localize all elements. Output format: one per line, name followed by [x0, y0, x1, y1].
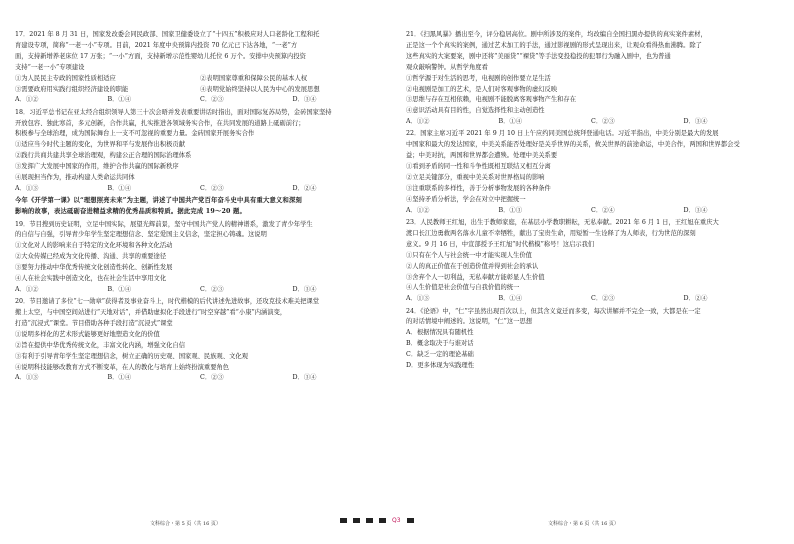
q20-item: ②旨在提供中华优秀传统文化，丰富文化内涵，增强文化自信: [15, 341, 186, 349]
q17-item: ③需要政府用实践行组织经济建设的职能: [15, 85, 129, 93]
question-21: [406, 30, 776, 128]
q23-item: ①只有在个人与社会统一中才能实现人生价值: [406, 251, 532, 259]
q23-item: ④人生价值是社会价值与自我价值的统一: [406, 284, 520, 292]
registration-mark: [379, 518, 386, 523]
question-18: [15, 108, 385, 195]
q23-line: 23．人民教师王红旭，出生于教师家庭，在基层小学教职耕耘，无私奉献。2021 年 6 月 1 日，王红旭在重庆大: [406, 219, 719, 226]
passage-line: 影响的故事，表达砥砺奋进精益求精的优秀品质和特质。据此完成 19～20 题。: [15, 208, 247, 216]
option-a: A．①②: [406, 206, 430, 214]
question-20: [15, 297, 385, 384]
q22-line: 中国家和最大的发达国家，中美关系能否处理好是关乎世界的关系，攸关世界的前途命运，中美合作，两国和世界都会受: [406, 141, 740, 149]
q24-option: B．概念取决于与谁对话: [406, 340, 474, 348]
option-a: A．①②: [406, 118, 430, 126]
option-c: C．②④: [591, 206, 615, 214]
registration-mark: [366, 518, 373, 523]
q21-line: 21．《扫黑风暴》播出至今，评分稳居高位。剧中所涉及的案件，均改编自全国扫黑办提供的真实案件素材，: [406, 31, 707, 38]
option-c: C．②③: [591, 295, 615, 303]
option-d: D．②④: [683, 295, 708, 303]
option-b: B．①④: [498, 118, 523, 126]
question-17: [15, 30, 385, 106]
q17-items-row: [15, 74, 385, 85]
option-a: A．①③: [15, 374, 39, 382]
reading-passage: [15, 196, 385, 218]
q20-line: 打造“沉浸式”课堂。节目借助各种手段打造“沉浸式”课堂: [15, 319, 173, 327]
q20-item: ①说明多样化的艺术形式能够更好地塑造文化的价值: [15, 330, 160, 338]
q17-line: 面，支持新增养老床位 17 万张；“一小”方面，支持新增示范性婴幼儿托位 6 万个。安排中央预算内投资: [15, 52, 306, 60]
q21-line: 正是这一个个真实的案例，通过艺术加工的手法，通过影视剧的形式呈现出来，让观众看得热血沸腾。除了: [406, 41, 702, 49]
registration-mark: [340, 518, 347, 523]
q24-option: C．缺乏一定的理论基础: [406, 351, 474, 359]
option-d: D．③④: [683, 118, 708, 126]
q20-options: [15, 373, 385, 384]
question-19: [15, 220, 385, 296]
page-footer-left: 文科综合・第 5 页（共 16 页）: [150, 521, 221, 527]
passage-line: 今年《开学第一课》以“理想照亮未来”为主题，讲述了中国共产党百年奋斗史中具有重大意义和深刻: [15, 197, 303, 205]
q18-line: 积极参与全球治理，成为国际舞台上一支不可忽视的重要力量。金砖国家开展务实合作: [15, 130, 255, 138]
q18-item: ④展现担当作为，推动构建人类命运共同体: [15, 174, 135, 182]
option-d: D．③④: [292, 374, 317, 382]
q19-item: ②大众传媒已经成为文化传播、沟通、共享的重要途径: [15, 253, 167, 261]
q24-line: 的对话情境中阐述的。这说明，“仁”这一思想: [406, 318, 533, 326]
q23-options: [406, 294, 776, 305]
right-column: [406, 30, 776, 373]
q17-item: ④表明党始终坚持以人民为中心的发展思想: [200, 85, 320, 93]
option-a: A．①②: [15, 96, 39, 104]
q18-item: ①适应当今时代主题的变化，为世界和平与发展作出积极贡献: [15, 141, 186, 149]
q17-item: ①为人民民主专政的国家性质相适应: [15, 74, 116, 82]
option-c: C．②③: [200, 96, 224, 104]
q22-item: ①看到矛盾的同一性和斗争性既相互联结又相互分离: [406, 163, 551, 171]
q21-line: 这些真实的大案要案，剧中还将“美丽贷”“裸贷”等手法变投稳投的犯罪行为融入剧中，也为普通: [406, 52, 671, 60]
q23-line: 渡口长江边勇救两名落水儿童不幸牺牲，献出了宝贵生命，用短暂一生诠释了为人师表，行为世范的深刻: [406, 229, 696, 237]
option-c: C．②③: [591, 118, 615, 126]
option-b: B．①③: [498, 206, 523, 214]
q23-line: 意义。9 月 16 日，中宣部授予王红旭“时代楷模”称号！这启示我们: [406, 240, 595, 248]
q18-item: ②践行共商共建共享全球治理观，构建公正合理的国际治理体系: [15, 152, 192, 160]
q20-item: ④说明科技能够改教育方式不断变革，在人的教化与培育上始终扮演重要角色: [15, 363, 230, 371]
q17-item: ②表明国家尊重和保障公民的基本人权: [200, 74, 308, 82]
q21-item: ③思维与存在互相依赖，电视剧不能脱离客观事物产生和存在: [406, 96, 577, 104]
q21-item: ④意识活动具有目的性，自觉选择性和主动创造性: [406, 107, 545, 115]
option-d: D．③④: [292, 96, 317, 104]
q21-item: ②电视剧是加工的艺术，是人们对客观事物的虚幻反映: [406, 85, 558, 93]
q24-option: A．根据情况具有随机性: [406, 329, 474, 337]
q22-line: 益；中美对抗，两国和世界都会遭殃。处理中美关系要: [406, 152, 558, 160]
option-b: B．①④: [107, 285, 132, 293]
q22-options: [406, 206, 776, 217]
left-column: [15, 30, 385, 386]
q21-line: 观众敲响警钟。从哲学角度看: [406, 63, 488, 71]
option-d: D．③④: [683, 206, 708, 214]
question-24: [406, 307, 776, 372]
q20-item: ③有利于引导青年学生坚定理想信念，树立正确的历史观、国家观、民族观、文化观: [15, 352, 248, 360]
q17-options: [15, 95, 385, 106]
q17-line: 支持“一老一小”专项建设: [15, 63, 85, 71]
q24-line: 24．《论语》中，“仁”字虽然出现百次以上，但其含义竟迁而多变，每次讲解并不完全一致，大都是在一定: [406, 307, 701, 315]
registration-mark: [353, 518, 360, 523]
option-b: B．①④: [107, 96, 132, 104]
option-c: C．②③: [200, 285, 224, 293]
option-c: C．②③: [200, 184, 224, 192]
option-b: B．①④: [498, 295, 523, 303]
q19-line: 的自信与自强，引导青少年学生坚定理想信念、坚定爱国主义信念，坚定担心铸魂。这说明: [15, 231, 267, 239]
q22-item: ④坚持矛盾分析法，学会在对立中把握统一: [406, 195, 526, 203]
option-d: D．②④: [292, 184, 317, 192]
q20-line: 20．节目邀请了多位“七一勋章”获得者及事业奋斗上，时代楷模的后代讲述先进故事，还攻克技术难关把课堂: [15, 298, 320, 306]
scan-marks: [340, 517, 414, 524]
q20-line: 搬上太空，与中国空间站进行“天地对话”，并借助虚拟化手段进行“时空穿越”看“小康”内涵演变，: [15, 309, 287, 317]
q17-items-row: [15, 85, 385, 96]
option-c: C．②③: [200, 374, 224, 382]
q17-line: 17．2021 年 8 月 31 日，国家发改委会同民政部、国家卫健委设立了“十四五”积极应对人口老龄化工程和托: [15, 31, 320, 38]
q22-item: ②立足关键部分，重视中美关系对世界格局的影响: [406, 174, 545, 182]
q22-item: ③注重联系的多样性，善于分析事物发展的各种条件: [406, 184, 551, 192]
q23-item: ③舍弃个人一切利益，无私奉献方能彰显人生价值: [406, 273, 545, 281]
q18-line: 开放包容、独此寒首，多元创新，合作共赢，扎实推进各领域务实合作，在共同发展的道路上砥砺前行；: [15, 119, 305, 127]
q23-item: ②人的真正价值在于创造价值并得到社会的承认: [406, 262, 539, 270]
option-d: D．③④: [292, 285, 317, 293]
question-22: [406, 129, 776, 216]
q19-item: ①文化对人的影响来自于特定的文化环境和各种文化活动: [15, 242, 173, 250]
option-a: A．①②: [15, 285, 39, 293]
q21-options: [406, 117, 776, 128]
q18-item: ③发挥广大发展中国家的作用，维护合作共赢的国际新秩序: [15, 163, 179, 171]
registration-mark: [407, 518, 414, 523]
question-23: [406, 218, 776, 305]
q21-item: ①哲学源于对生活的思考，电视剧的创作要立足生活: [406, 74, 551, 82]
option-b: B．①④: [107, 374, 132, 382]
q18-options: [15, 184, 385, 195]
q22-line: 22．国家主席习近平 2021 年 9 月 10 日上午应约同美国总统拜登通电话。习近平指出，中美分别是最大的发展: [406, 130, 719, 138]
option-a: A．①③: [406, 295, 430, 303]
qr-code-label: Q3: [392, 517, 401, 524]
q19-options: [15, 285, 385, 296]
q17-line: 育建设专项，简称“一老一小”专项。目前，2021 年度中央预算内投资 70 亿元已下达各地，“一老”方: [15, 41, 298, 49]
option-a: A．①③: [15, 184, 39, 192]
q24-option: D．更多体现为实践理性: [406, 362, 475, 370]
q19-item: ④人在社会实践中创造文化，也在社会生活中享用文化: [15, 275, 167, 283]
q18-line: 18．习近平总书记在亚太经合组织领导人第三十次会晤并发表重要讲话时指出，面对国际复苏局势，金砖国家坚持: [15, 108, 332, 116]
q19-item: ③要努力推动中华优秀传统文化创造性转化、创新性发展: [15, 264, 173, 272]
page-footer-right: 文科综合・第 6 页（共 16 页）: [548, 521, 619, 527]
option-b: B．①④: [107, 184, 132, 192]
q19-line: 19．节目搜到历史证明，立足中国实际，展望光辉前景，坚守中国共产党人的精神谱系，激发了青少年学生: [15, 220, 313, 228]
